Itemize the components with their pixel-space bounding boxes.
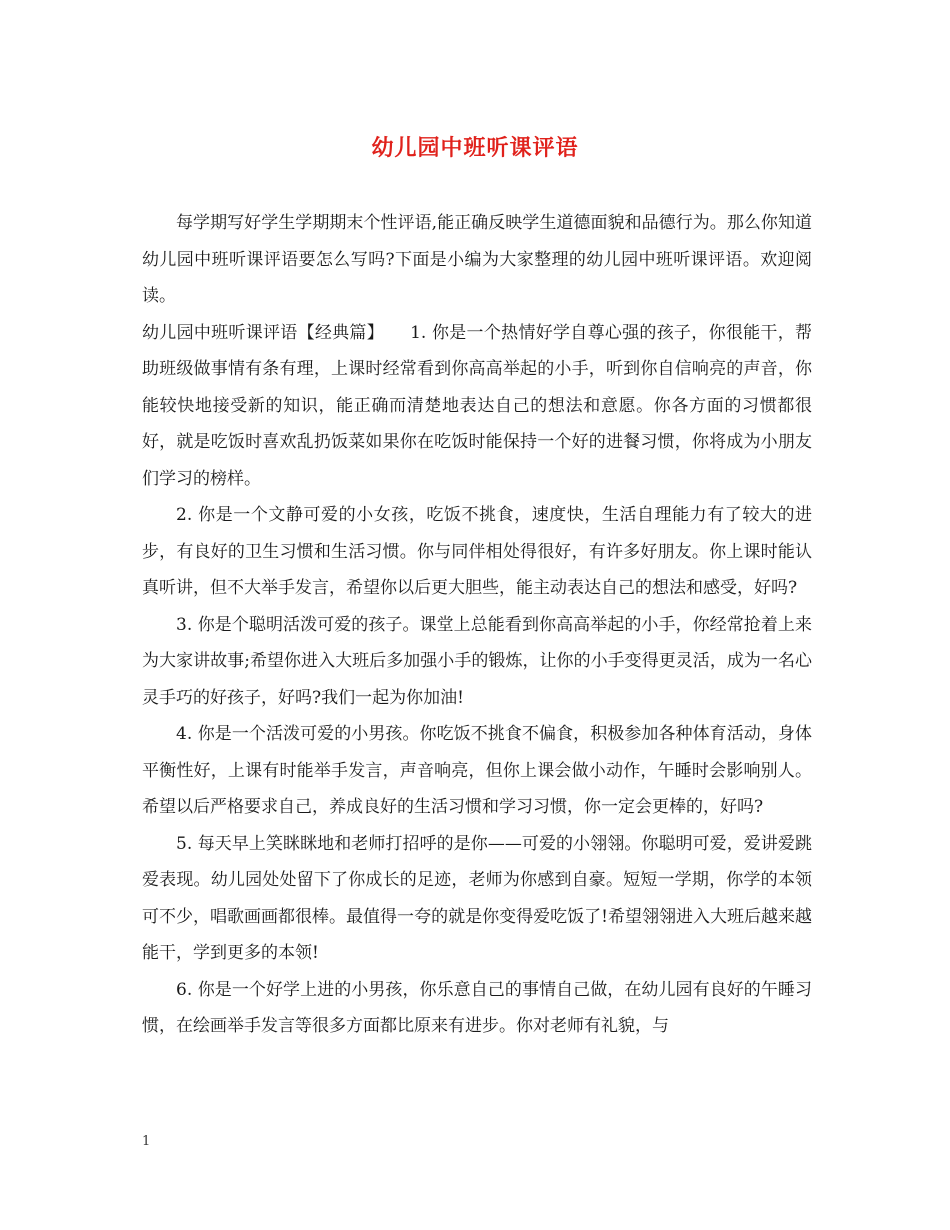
comment-paragraph-4: 4. 你是一个活泼可爱的小男孩。你吃饭不挑食不偏食，积极参加各种体育活动，身体平衡性好，上课有时能举手发言，声音响亮，但你上课会做小动作，午睡时会影响别人。希望以后严格要求自己，养成良好的生活习惯和学习习惯，你一定会更棒的，好吗? [142,724,812,817]
page-title: 幼儿园中班听课评语 [371,135,579,161]
document-body [142,205,812,1045]
comment-paragraph-3: 3. 你是个聪明活泼可爱的孩子。课堂上总能看到你高高举起的小手，你经常抢着上来为大家讲故事;希望你进入大班后多加强小手的锻炼，让你的小手变得更灵活，成为一名心灵手巧的好孩子，好吗?我们一起为你加油! [142,614,812,708]
comment-paragraph-2: 2. 你是一个文静可爱的小女孩，吃饭不挑食，速度快，生活自理能力有了较大的进步，有良好的卫生习惯和生活习惯。你与同伴相处得很好，有许多好朋友。你上课时能认真听讲，但不大举手发言，希望你以后更大胆些，能主动表达自己的想法和感受，好吗? [142,505,812,598]
intro-paragraph: 每学期写好学生学期期末个性评语,能正确反映学生道德面貌和品德行为。那么你知道幼儿园中班听课评语要怎么写吗?下面是小编为大家整理的幼儿园中班听课评语。欢迎阅读。 [142,213,812,306]
page-number: 1 [142,1134,151,1149]
comment-paragraph-5: 5. 每天早上笑眯眯地和老师打招呼的是你——可爱的小翎翎。你聪明可爱，爱讲爱跳爱表现。幼儿园处处留下了你成长的足迹，老师为你感到自豪。短短一学期，你学的本领可不少，唱歌画画都很棒。最值得一夸的就是你变得爱吃饭了!希望翎翎进入大班后越来越能干，学到更多的本领! [142,833,812,963]
comment-paragraph-6: 6. 你是一个好学上进的小男孩，你乐意自己的事情自己做，在幼儿园有良好的午睡习惯，在绘画举手发言等很多方面都比原来有进步。你对老师有礼貌，与 [142,979,812,1036]
comment-paragraph-1: 幼儿园中班听课评语【经典篇】 1. 你是一个热情好学自尊心强的孩子，你很能干，帮助班级做事情有条有理，上课时经常看到你高高举起的小手，听到你自信响亮的声音，你能较快地接受新的知识，能正确而清楚地表达自己的想法和意愿。你各方面的习惯都很好，就是吃饭时喜欢乱扔饭菜如果你在吃饭时能保持一个好的进餐习惯，你将成为小朋友们学习的榜样。 [142,322,812,489]
